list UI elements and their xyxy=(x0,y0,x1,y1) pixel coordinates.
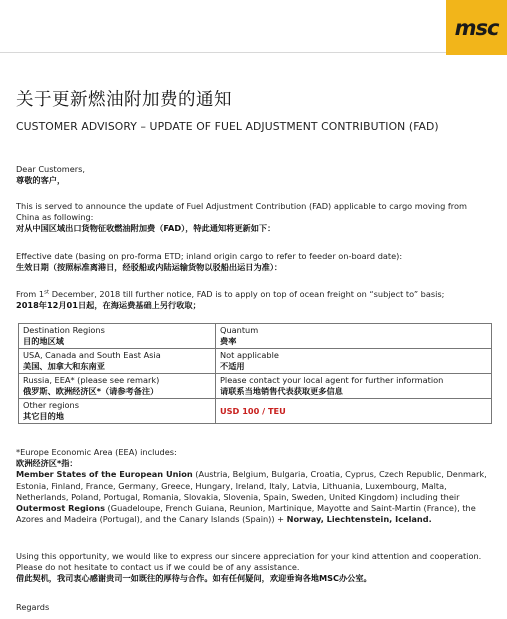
table-cell-region: USA, Canada and South East Asia 美国、加拿大和东南亚 xyxy=(19,349,216,374)
table-row xyxy=(19,399,492,424)
closing-block xyxy=(16,551,492,585)
eea-member-list: Member States of the European Union (Austria, Belgium, Bulgaria, Croatia, Cyprus, Czech Republic, Denmark, Estonia, Finland, France, Germany, Greece, Hungary, Ireland, Italy, Latvia, Lithuania, Luxembourg, Malta, Netherlands, Poland, Portugal, Romania, Slovakia, Slovenia, Spain, Sweden, United Kingdom) including their Outermost Regions (Guadeloupe, French Guiana, Reunion, Martinique, Mayotte and Saint-Martin (France), the Azores and Madeira (Portugal), and the Canary Islands (Spain)) + Norway, Liechtenstein, Iceland. xyxy=(16,469,487,525)
eea-heading-en: *Europe Economic Area (EEA) includes: xyxy=(16,447,177,457)
table-row xyxy=(19,374,492,399)
fad-rate-table xyxy=(18,323,492,424)
msc-logo xyxy=(446,0,507,55)
header-quantum: Quantum 费率 xyxy=(216,324,492,349)
table-header-row xyxy=(19,324,492,349)
regards-text: Regards xyxy=(16,602,50,612)
greeting-block xyxy=(16,164,492,186)
letterhead-band xyxy=(0,0,507,60)
table-cell-quantum xyxy=(216,399,492,424)
effective-block xyxy=(16,251,492,273)
page-title-chinese: 关于更新燃油附加费的通知 xyxy=(16,90,232,110)
eea-block xyxy=(16,447,492,525)
letterhead-divider xyxy=(0,52,507,53)
closing-en: Using this opportunity, we would like to express our sincere appreciation for your kind attention and cooperation. Please do not hesitate to contact us if we could be of any assistance. xyxy=(16,551,482,573)
from-date-en: From 1st December, 2018 till further notice, FAD is to apply on top of ocean freight on “subject to” basis; xyxy=(16,289,445,299)
table-row xyxy=(19,349,492,374)
table-cell-quantum: Not applicable 不适用 xyxy=(216,349,492,374)
from-date-block xyxy=(16,289,492,311)
effective-en: Effective date (basing on pro-forma ETD; inland origin cargo to refer to feeder on-board date): xyxy=(16,251,403,261)
table-cell-region: Russia, EEA* (please see remark) 俄罗斯、欧洲经济区*（请参考备注） xyxy=(19,374,216,399)
intro-cn: 对从中国区域出口货物征收燃油附加费（FAD），特此通知将更新如下： xyxy=(16,223,276,234)
eea-heading-cn: 欧洲经济区*指： xyxy=(16,458,78,469)
other-regions-rate: USD 100 / TEU xyxy=(220,405,286,416)
header-destination: Destination Regions 目的地区域 xyxy=(19,324,216,349)
greeting-en: Dear Customers, xyxy=(16,164,85,174)
intro-en: This is served to announce the update of Fuel Adjustment Contribution (FAD) applicable to cargo moving from China as following: xyxy=(16,201,467,223)
table-cell-region: Other regions 其它目的地 xyxy=(19,399,216,424)
intro-block xyxy=(16,201,492,235)
from-date-cn: 2018年12月01日起，在海运费基础上另行收取； xyxy=(16,300,201,311)
page-title-english: CUSTOMER ADVISORY – UPDATE OF FUEL ADJUSTMENT CONTRIBUTION (FAD) xyxy=(16,120,439,133)
table-cell-quantum: Please contact your local agent for further information 请联系当地销售代表获取更多信息 xyxy=(216,374,492,399)
greeting-cn: 尊敬的客户， xyxy=(16,175,66,186)
closing-cn: 借此契机，我司衷心感谢贵司一如既往的厚待与合作。如有任何疑问，欢迎垂询各地MSC办公室。 xyxy=(16,573,372,584)
msc-logo-text: msc xyxy=(454,15,499,40)
effective-cn: 生效日期（按照标准离港日，经驳船或内陆运输货物以驳船出运日为准）： xyxy=(16,262,283,273)
